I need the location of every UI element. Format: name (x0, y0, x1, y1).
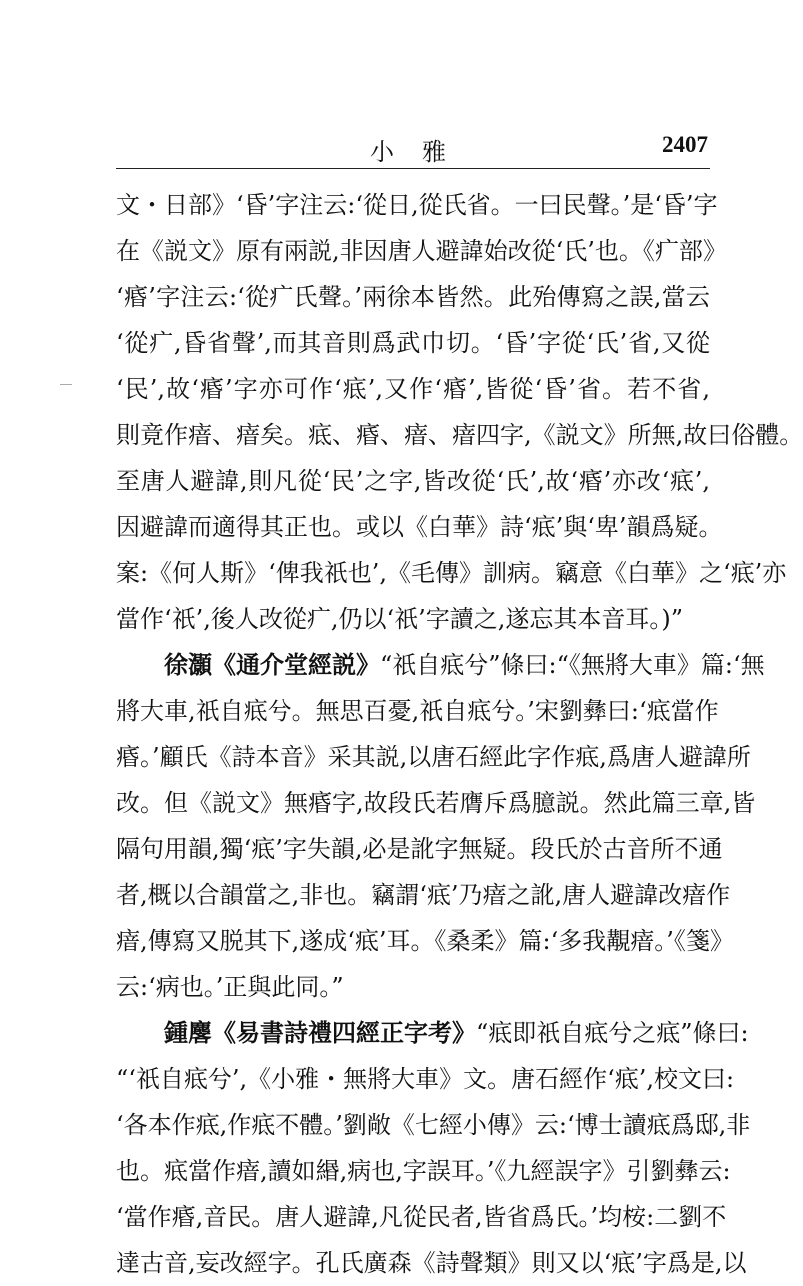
text-line: ‘當作痻,音民。唐人避諱,凡從民者,皆省爲氏。’均桉:二劉不 (116, 1203, 727, 1231)
text-line: 瘖,傳寫又脱其下,遂成‘疷’耳。《桑柔》篇:‘多我覯瘖。’《箋》 (116, 927, 734, 955)
body-text (116, 182, 803, 1286)
text-line: 至唐人避諱,則凡從‘民’之字,皆改從‘氏’,故‘痻’亦改‘疷’, (116, 467, 710, 495)
text-line: ‘民’,故‘痻’字亦可作‘疷’,又作‘痻’,皆從‘昏’省。若不省, (116, 375, 710, 403)
text-line: ‘從疒,昏省聲’,而其音則爲武巾切。‘昏’字從‘氏’省,又從 (116, 329, 710, 357)
text-line: “‘祇自疷兮’,《小雅・無將大車》文。唐石經作‘疷’,校文曰: (116, 1065, 735, 1093)
text-line: ‘痻’字注云:‘從疒氏聲。’兩徐本皆然。此殆傳寫之誤,當云 (116, 283, 710, 311)
paragraph-3 (116, 1010, 751, 1286)
text-line: 在《説文》原有兩説,非因唐人避諱始改從‘氏’也。《疒部》 (116, 237, 727, 265)
page-number: 2407 (662, 132, 708, 157)
text-line: 隔句用韻,獨‘疷’字失韻,必是訛字無疑。段氏於古音所不通 (116, 835, 723, 863)
paragraph-1 (116, 182, 803, 642)
running-title: 小雅 (370, 138, 474, 166)
paragraph-lead: 鍾麐《易書詩禮四經正字考》 (164, 1018, 476, 1047)
margin-mark (60, 384, 72, 385)
text-line (116, 1010, 749, 1056)
text-line: 將大車,祇自疷兮。無思百憂,祇自疷兮。’宋劉彝曰:‘疷當作 (116, 697, 719, 725)
text-line: 者,概以合韻當之,非也。竊謂‘疷’乃瘖之訛,唐人避諱改瘖作 (116, 881, 731, 909)
paragraph-lead: 徐灝《通介堂經説》 (164, 650, 380, 679)
text-line: 改。但《説文》無痻字,故段氏若膺斥爲臆説。然此篇三章,皆 (116, 789, 756, 817)
paragraph-2 (116, 642, 765, 1010)
text-line: 因避諱而適得其正也。或以《白華》詩‘疷’與‘卑’韻爲疑。 (116, 513, 723, 541)
page-header (0, 0, 800, 170)
text-line: 云:‘病也。’正與此同。” (116, 973, 344, 1001)
text-line: 文・日部》‘昏’字注云:‘從日,從氏省。一曰民聲。’是‘昏’字 (116, 191, 718, 219)
line-text: “祇自疷兮”條曰:“《無將大車》篇:‘無 (380, 651, 765, 679)
text-line: 當作‘祇’,後人改從疒,仍以‘祇’字讀之,遂忘其本音耳。)” (116, 605, 684, 633)
text-line: 案:《何人斯》‘俾我祇也’,《毛傳》訓病。竊意《白華》之‘疷’亦 (116, 559, 787, 587)
text-line: ‘各本作疷,作疷不體。’劉敞《七經小傳》云:‘博士讀疷爲邸,非 (116, 1111, 751, 1139)
text-line: 也。疷當作瘖,讀如緡,病也,字誤耳。’《九經誤字》引劉彝云: (116, 1157, 731, 1185)
text-line (116, 642, 765, 688)
text-line: 痻。’顧氏《詩本音》采其説,以唐石經此字作疷,爲唐人避諱所 (116, 743, 751, 771)
text-line: 則竟作瘖、瘖矣。疷、痻、瘖、瘖四字,《説文》所無,故曰俗體。 (116, 421, 803, 449)
header-rule (116, 168, 710, 169)
line-text: “疷即祇自疷兮之疷”條曰: (476, 1019, 749, 1047)
text-line: 達古音,妄改經字。孔氏廣森《詩聲類》則又以‘疷’字爲是,以 (116, 1249, 747, 1277)
